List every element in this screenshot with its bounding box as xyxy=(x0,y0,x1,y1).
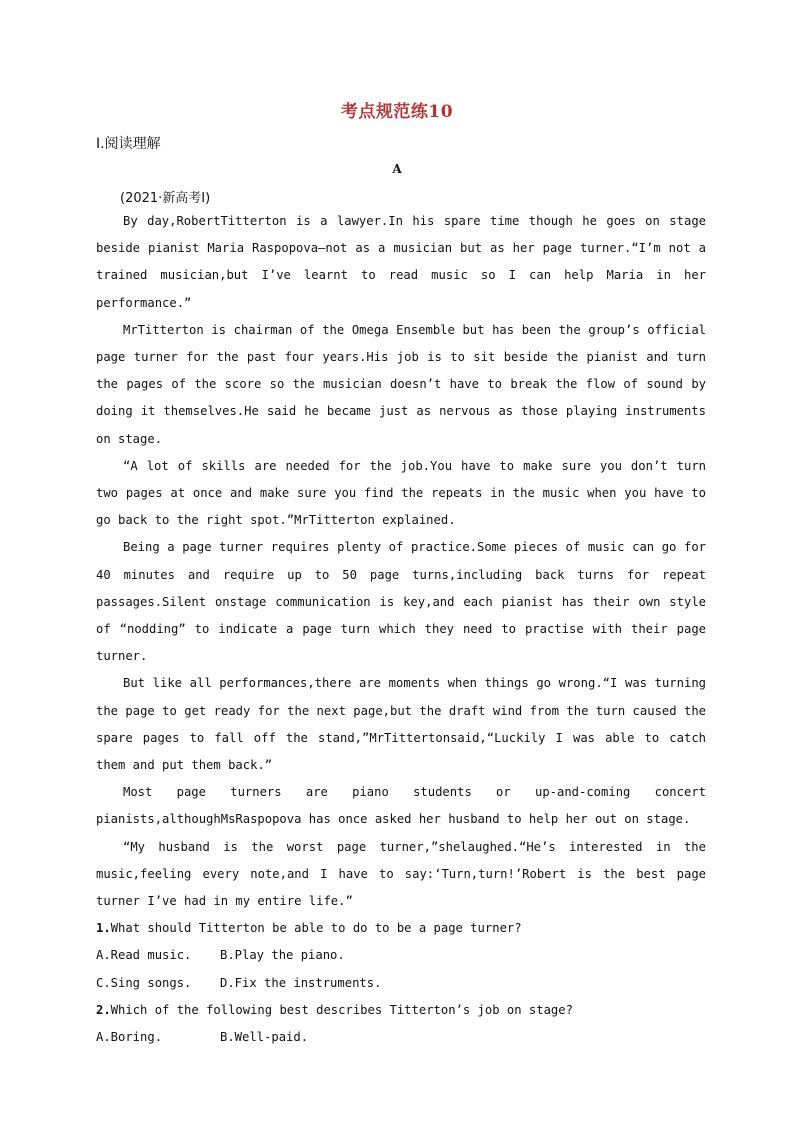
page-title: 考点规范练10 xyxy=(340,102,454,122)
option-b: B.Well-paid. xyxy=(220,1030,309,1045)
paragraph-4: Being a page turner requires plenty of practice.Some pieces of music can go for 40 minutes and require up to 50 page turns,including back turns for repeat passages.Silent onstage communication is key,and each pianist has their own style of “nodding” to indicate a page turn which they need to practise with their page turner. xyxy=(96,540,706,664)
passage-source: (2021·新高考Ⅰ) xyxy=(120,191,211,206)
question-text: Which of the following best describes Titterton’s job on stage? xyxy=(110,1002,573,1017)
passage-label: A xyxy=(392,162,402,176)
section-heading: Ⅰ.阅读理解 xyxy=(96,136,161,152)
option-a: A.Read music. xyxy=(96,948,192,963)
question-1-options-row-1 xyxy=(96,942,706,969)
question-1 xyxy=(96,915,706,942)
reading-passage xyxy=(96,208,706,1051)
question-number: 1. xyxy=(96,921,111,936)
paragraph-5: But like all performances,there are moments when things go wrong.“I was turning the page to get ready for the next page,but the draft wind from the turn caused the spare pages to fall off the stand,”MrTittertonsaid,“Luckily I was able to catch them and put them back.” xyxy=(96,676,706,773)
question-text: What should Titterton be able to do to be a page turner? xyxy=(110,921,522,936)
option-c: C.Sing songs. xyxy=(96,975,192,990)
question-number: 2. xyxy=(96,1002,111,1017)
option-a: A.Boring. xyxy=(96,1030,163,1045)
paragraph-1: By day,RobertTitterton is a lawyer.In his spare time though he goes on stage beside pianist Maria Raspopova—not as a musician but as her page turner.“I’m not a trained musician,but I’ve learnt to read music so I can help Maria in her performance.” xyxy=(96,214,706,310)
option-b: B.Play the piano. xyxy=(220,948,345,963)
paragraph-2: MrTitterton is chairman of the Omega Ensemble but has been the group’s official page turner for the past four years.His job is to sit beside the pianist and turn the pages of the score so the musician doesn’t have to break the flow of sound by doing it themselves.He said he became just as nervous as those playing instruments on stage. xyxy=(96,322,706,446)
option-d: D.Fix the instruments. xyxy=(220,975,382,990)
question-2-options-row-1 xyxy=(96,1024,706,1051)
question-1-options-row-2 xyxy=(96,970,706,997)
paragraph-3: “A lot of skills are needed for the job.You have to make sure you don’t turn two pages at once and make sure you find the repeats in the music when you have to go back to the right spot.”MrTitterton explained. xyxy=(96,458,706,528)
paragraph-6: Most page turners are piano students or up-and-coming concert pianists,althoughMsRaspopova has once asked her husband to help her out on stage. xyxy=(96,785,706,827)
question-2 xyxy=(96,997,706,1024)
paragraph-7: “My husband is the worst page turner,”shelaughed.“He’s interested in the music,feeling every note,and I have to say:‘Turn,turn!’Robert is the best page turner I’ve had in my entire life.” xyxy=(96,839,706,909)
